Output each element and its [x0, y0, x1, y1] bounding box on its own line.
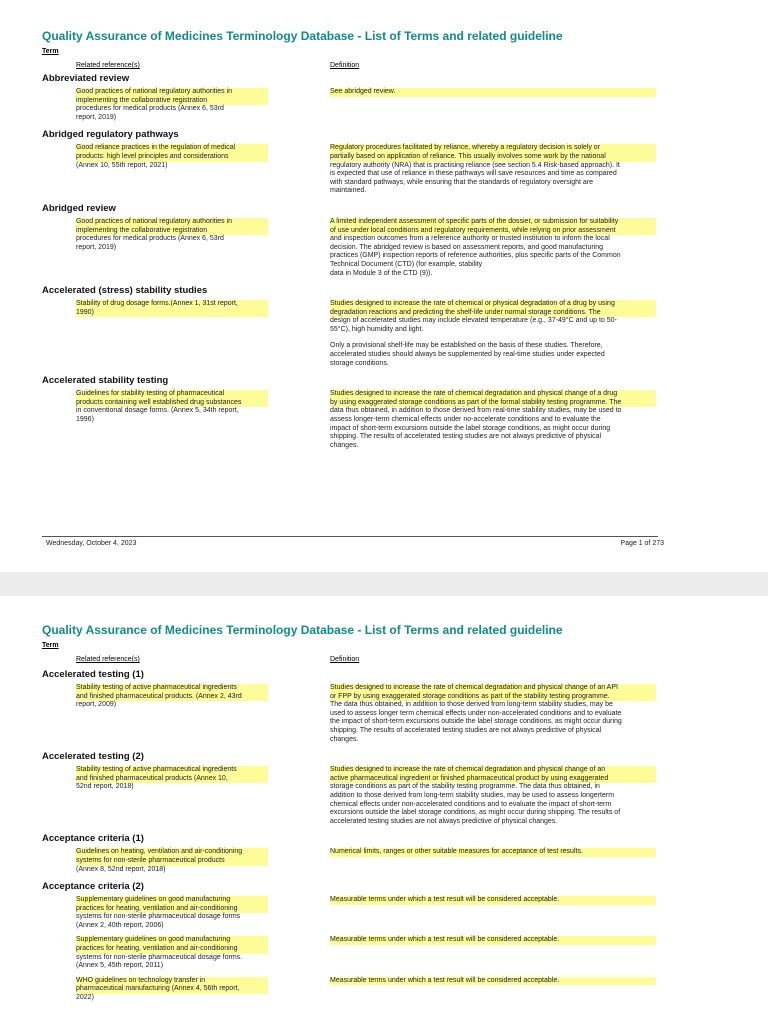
- text-line: products containing well established drug substances: [76, 399, 268, 408]
- text-line: the impact of short-term excursions outside the label storage conditions, as might occur during: [330, 718, 622, 726]
- text-line: See abridged review.: [330, 88, 656, 97]
- term-name: Accelerated (stress) stability studies: [42, 285, 208, 297]
- term-name: Accelerated testing (2): [42, 751, 144, 763]
- text-line: (Annex 10, 55th report, 2021): [76, 161, 168, 169]
- text-line: and finished pharmaceutical products (Annex 10,: [76, 775, 268, 784]
- text-line: systems for non-sterile pharmaceutical dosage forms.: [76, 953, 243, 961]
- related-reference: [76, 766, 268, 826]
- text-line: report, 2009): [76, 701, 117, 709]
- text-line: is expected that use of reliance in these pathways will save resources and time as compared: [330, 170, 617, 178]
- column-header-reference: Related reference(s): [76, 62, 140, 69]
- text-line: with standard pathways, while ensuring that the standards of regulatory oversight are: [330, 178, 594, 186]
- reference-row: [0, 766, 768, 826]
- term-entry: [0, 128, 768, 196]
- term-entry: [0, 202, 768, 278]
- text-line: Stability testing of active pharmaceutical ingredients: [76, 766, 268, 775]
- related-reference: [76, 300, 268, 368]
- reference-row: [0, 848, 768, 874]
- column-header-reference: Related reference(s): [76, 656, 140, 663]
- term-name: Accelerated testing (1): [42, 669, 144, 680]
- term-name: Abridged regulatory pathways: [42, 129, 179, 141]
- column-header-term: Term: [42, 48, 59, 55]
- definition: [330, 936, 656, 970]
- term-entry: [0, 374, 768, 450]
- term-name: Abbreviated review: [42, 73, 130, 84]
- text-line: Numerical limits, ranges or other suitable measures for acceptance of test results.: [330, 848, 656, 857]
- document-page-2: [0, 596, 768, 1024]
- related-reference: [76, 218, 268, 278]
- text-line: implementing the collaborative registration: [76, 97, 268, 106]
- definition: [330, 218, 656, 278]
- reference-row: [0, 977, 768, 1003]
- text-line: Studies designed to increase the rate of chemical or physical degradation of a drug by using: [330, 300, 656, 309]
- text-line: used to assess longer term chemical effects under non-accelerated conditions and to evaluate: [330, 709, 622, 717]
- text-line: excursions outside the label storage conditions, as might occur during shipping. The results of: [330, 809, 621, 817]
- definition: [330, 977, 656, 1003]
- definition: [330, 88, 656, 122]
- text-line: chemical effects under non-accelerated conditions and to evaluate the impact of short-term: [330, 800, 612, 808]
- text-line: systems for non-sterile pharmaceutical products: [76, 857, 268, 866]
- document-title: Quality Assurance of Medicines Terminology Database - List of Terms and related guideline: [42, 623, 563, 637]
- text-line: data in Module 3 of the CTD (9)).: [330, 269, 433, 277]
- definition: [330, 848, 656, 874]
- text-line: report, 2019): [76, 243, 117, 251]
- text-line: Measurable terms under which a test result will be considered acceptable.: [330, 977, 656, 986]
- text-line: assess longer-term chemical effects under no-accelerate conditions and to evaluate the: [330, 416, 601, 424]
- text-line: (Annex 5, 45th report, 2011): [76, 962, 164, 970]
- text-line: Guidelines for stability testing of pharmaceutical: [76, 390, 268, 399]
- term-name: Abridged review: [42, 202, 116, 214]
- text-line: storage conditions.: [330, 359, 389, 367]
- reference-row: [0, 300, 768, 368]
- text-line: The data thus obtained, in addition to those derived from long-term stability studies, may be: [330, 701, 613, 709]
- text-line: of use under local conditions and regulatory requirements, while relying on prior assessment: [330, 227, 656, 236]
- reference-row: [0, 88, 768, 122]
- text-line: Technical Document (CTD) (for example, stability: [330, 260, 483, 268]
- text-line: maintained.: [330, 187, 367, 195]
- term-list: [0, 668, 768, 1009]
- text-line: Good practices of national regulatory authorities in: [76, 218, 268, 227]
- related-reference: [76, 390, 268, 450]
- text-line: partially based on application of reliance. This usually involves some work by the national: [330, 153, 656, 162]
- text-line: Guidelines on heating, ventilation and air-conditioning: [76, 848, 268, 857]
- text-line: data thus obtained, in addition to those derived from real-time stability studies, may be used to: [330, 407, 622, 415]
- text-line: in conventional dosage forms. (Annex 5, 34th report,: [76, 407, 239, 415]
- text-line: Stability of drug dosage forms.(Annex 1, 31st report,: [76, 300, 268, 309]
- term-list: [0, 72, 768, 456]
- text-line: report, 2019): [76, 113, 117, 121]
- definition-paragraph: [330, 342, 656, 368]
- text-line: implementing the collaborative registration: [76, 227, 268, 236]
- definition: [330, 144, 656, 196]
- text-line: shipping. The results of accelerated testing studies are not always predictive of physical: [330, 726, 602, 734]
- text-line: Measurable terms under which a test result will be considered acceptable.: [330, 936, 656, 945]
- text-line: 1990): [76, 309, 268, 318]
- related-reference: [76, 684, 268, 744]
- text-line: WHO guidelines on technology transfer in: [76, 977, 268, 986]
- related-reference: [76, 144, 268, 196]
- reference-row: [0, 896, 768, 930]
- column-header-definition: Definition: [330, 656, 360, 663]
- text-line: active pharmaceutical ingredient or finished pharmaceutical product by using exaggerated: [330, 775, 656, 784]
- text-line: Supplementary guidelines on good manufacturing: [76, 896, 268, 905]
- text-line: procedures for medical products (Annex 6, 53rd: [76, 105, 224, 113]
- reference-row: [0, 684, 768, 744]
- text-line: 2022): [76, 994, 94, 1002]
- footer-page-number: Page 1 of 273: [620, 540, 664, 547]
- text-line: changes.: [330, 441, 359, 449]
- term-entry: [0, 832, 768, 874]
- text-line: degradation reactions and predicting the shelf-life under normal storage conditions. The: [330, 309, 656, 318]
- text-line: decision. The abridged review is based on assessment reports, and good manufacturing: [330, 243, 604, 251]
- text-line: Studies designed to increase the rate of chemical degradation and physical change of a drug: [330, 390, 656, 399]
- text-line: Stability testing of active pharmaceutical ingredients: [76, 684, 268, 693]
- text-line: Regulatory procedures facilitated by reliance, whereby a regulatory decision is solely or: [330, 144, 656, 153]
- column-header-term: Term: [42, 642, 59, 649]
- text-line: and finished pharmaceutical products. (Annex 2, 43rd: [76, 693, 268, 702]
- text-line: Good reliance practices in the regulation of medical: [76, 144, 268, 153]
- column-header-definition: Definition: [330, 62, 360, 69]
- text-line: regulatory authority (NRA) that is practising reliance (see section 5.4 Risk-based approach). It: [330, 161, 620, 169]
- text-line: pharmaceutical manufacturing (Annex 4, 56th report,: [76, 985, 268, 994]
- text-line: Studies designed to increase the rate of chemical degradation and physical change of an API: [330, 684, 656, 693]
- term-name: Accelerated stability testing: [42, 375, 169, 387]
- text-line: systems for non-sterile pharmaceutical dosage forms: [76, 913, 241, 921]
- definition: [330, 766, 656, 826]
- definition: [330, 300, 656, 368]
- text-line: storage conditions as part of the stability testing programme. The data thus obtained, in: [330, 783, 600, 791]
- term-entry: [0, 284, 768, 368]
- text-line: (Annex 8, 52nd report, 2018): [76, 865, 166, 873]
- text-line: A limited independent assessment of specific parts of the dossier, or submission for suitability: [330, 218, 656, 227]
- related-reference: [76, 88, 268, 122]
- definition: [330, 896, 656, 930]
- related-reference: [76, 977, 268, 1003]
- reference-row: [0, 218, 768, 278]
- term-entry: [0, 880, 768, 1003]
- footer-divider: [42, 536, 658, 537]
- text-line: Good practices of national regulatory authorities in: [76, 88, 268, 97]
- text-line: addition to those derived from long-term stability studies, may be used to assess longerterm: [330, 791, 615, 799]
- text-line: Only a provisional shelf-life may be established on the basis of these studies. Therefore,: [330, 342, 603, 350]
- related-reference: [76, 936, 268, 970]
- related-reference: [76, 896, 268, 930]
- related-reference: [76, 848, 268, 874]
- text-line: accelerated studies should always be supplemented by real-time studies under expected: [330, 351, 605, 359]
- reference-row: [0, 390, 768, 450]
- text-line: by using exaggerated storage conditions as part of the formal stability testing programme. The: [330, 399, 656, 408]
- document-title: Quality Assurance of Medicines Terminology Database - List of Terms and related guideline: [42, 29, 563, 43]
- text-line: practices for heating, ventilation and air-conditioning: [76, 945, 268, 954]
- footer-date: Wednesday, October 4, 2023: [46, 540, 137, 547]
- definition: [330, 684, 656, 744]
- reference-row: [0, 144, 768, 196]
- reference-row: [0, 936, 768, 970]
- text-line: practices (GMP) inspection reports of reference authorities, plus specific parts of the Common: [330, 252, 621, 260]
- text-line: Supplementary guidelines on good manufacturing: [76, 936, 268, 945]
- text-line: 1996): [76, 416, 94, 424]
- text-line: Studies designed to increase the rate of chemical degradation and physical change of an: [330, 766, 656, 775]
- text-line: procedures for medical products (Annex 6, 53rd: [76, 235, 224, 243]
- term-entry: [0, 750, 768, 826]
- text-line: 52nd report, 2018): [76, 783, 134, 791]
- text-line: design of accelerated studies may include elevated temperature (e.g., 37-49°C and up to 50-: [330, 317, 617, 325]
- text-line: and inspection outcomes from a reference authority or trusted institution to inform the local: [330, 235, 610, 243]
- term-entry: [0, 668, 768, 744]
- text-line: accelerated testing studies are not always predictive of physical changes.: [330, 817, 558, 825]
- term-entry: [0, 72, 768, 122]
- text-line: changes.: [330, 735, 359, 743]
- text-line: 55°C), high humidity and light.: [330, 325, 424, 333]
- text-line: practices for heating, ventilation and air-conditioning: [76, 905, 268, 914]
- definition: [330, 390, 656, 450]
- term-name: Acceptance criteria (2): [42, 881, 144, 893]
- text-line: shipping. The results of accelerated testing studies are not always predictive of physical: [330, 433, 602, 441]
- term-name: Acceptance criteria (1): [42, 833, 144, 845]
- text-line: impact of short-term excursions outside the label storage conditions, as might occur during: [330, 424, 611, 432]
- text-line: (Annex 2, 40th report, 2006): [76, 921, 164, 929]
- text-line: or FPP by using exaggerated storage conditions as part of the stability testing programme.: [330, 693, 656, 702]
- text-line: products: high level principles and considerations: [76, 153, 268, 162]
- text-line: Measurable terms under which a test result will be considered acceptable.: [330, 896, 656, 905]
